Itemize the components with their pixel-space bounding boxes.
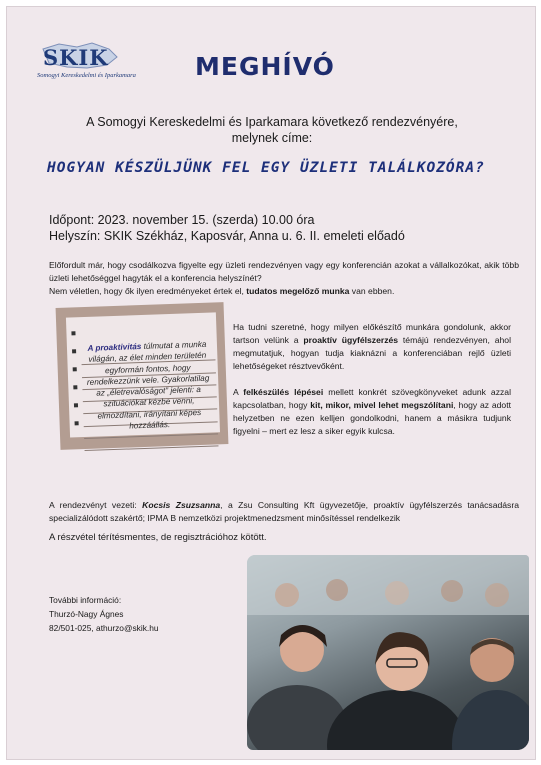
right-paragraph-1 bbox=[233, 321, 511, 373]
fee-note: A részvétel térítésmentes, de regisztrációhoz kötött. bbox=[49, 532, 267, 543]
intro-line-2: melynek címe: bbox=[231, 131, 313, 145]
right-p2-mid: mellett konkrét szövegkönyveket adunk azzal kapcsolatban, hogy bbox=[233, 387, 511, 410]
time-label: Időpont: bbox=[49, 213, 95, 227]
intro-paragraph bbox=[49, 259, 519, 298]
intro-line-1: A Somogyi Kereskedelmi és Iparkamara következő rendezvényére, bbox=[86, 115, 458, 129]
paragraph-1b-end: van ebben. bbox=[349, 286, 395, 296]
place-label: Helyszín: bbox=[49, 229, 101, 243]
logo-text: SKIK bbox=[43, 45, 109, 70]
event-place bbox=[49, 228, 405, 244]
paragraph-1b-bold: tudatos megelőző munka bbox=[246, 286, 350, 296]
skik-logo bbox=[37, 41, 136, 89]
paragraph-1b bbox=[49, 285, 519, 298]
audience-photo bbox=[247, 555, 529, 750]
presenter-description: , a Zsu Consulting Kft ügyvezetője, proaktív ügyfélszerzés tanácsadásra specializálódott szakértő; IPMA B nemzetközi projektmenedzsment minősítéssel rendelkezik bbox=[49, 500, 519, 523]
event-title: HOGYAN KÉSZÜLJÜNK FEL EGY ÜZLETI TALÁLKOZÓRA? bbox=[47, 160, 485, 176]
right-paragraph-2 bbox=[233, 386, 511, 438]
contact-name: Thurzó-Nagy Ágnes bbox=[49, 609, 124, 619]
page-title: MEGHÍVÓ bbox=[195, 52, 335, 81]
right-column bbox=[233, 321, 511, 451]
right-p2-end: , hogy az adott helyzetben ne ezen kelljen gondolkodni, hanem a másikra tudjunk figyelni – mert ez lesz a siker egyik kulcsa. bbox=[233, 400, 511, 436]
right-p2-bold-1: felkészülés lépései bbox=[243, 387, 324, 397]
logo-subtitle: Somogyi Kereskedelmi és Iparkamara bbox=[37, 72, 136, 79]
event-details bbox=[49, 212, 405, 244]
presenter-label: A rendezvényt vezeti: bbox=[49, 500, 143, 510]
right-p1-text: Ha tudni szeretné, hogy milyen előkészítő munkára gondolunk, akkor tartson velünk a bbox=[233, 322, 511, 345]
presenter-info bbox=[49, 499, 519, 525]
time-value: 2023. november 15. (szerda) 10.00 óra bbox=[97, 213, 315, 227]
note-body: túlmutat a munka világán, az élet minden területén egyformán fontos, hogy rendelkezzünk vele. Gyakorlatilag az „életrevalóságot” jelenti: a szituációkat kézbe venni, elmozdítani, irányítani képes hozzáállás. bbox=[86, 339, 210, 431]
contact-label: További információ: bbox=[49, 595, 122, 605]
right-p1-bold: proaktív ügyfélszerzés bbox=[303, 335, 399, 345]
invitation-page bbox=[6, 6, 536, 760]
presenter-name: Kocsis Zsuzsanna bbox=[142, 500, 221, 510]
paragraph-1b-text: Nem véletlen, hogy ők ilyen eredményeket értek el, bbox=[49, 286, 247, 296]
audience-illustration bbox=[247, 555, 529, 750]
contact-info bbox=[49, 593, 159, 635]
place-value: SKIK Székház, Kaposvár, Anna u. 6. II. emeleti előadó bbox=[103, 229, 405, 243]
note-bullets bbox=[71, 331, 79, 439]
right-p2-bold-2: kit, mikor, mivel lehet megszólítani bbox=[310, 400, 454, 410]
right-p1-end: témájú rendezvényen, ahol megmutatjuk, hogyan tudja kiaknázni a konferenciában rejlő üzleti lehetőségeket résztvevőként. bbox=[233, 335, 511, 371]
right-p2-text: A bbox=[233, 387, 244, 397]
paragraph-1: Előfordult már, hogy csodálkozva figyelte egy üzleti rendezvényen vagy egy konferencián azokat a vállalkozókat, akik több üzleti lehetőséggel hagyták el a konferencia helyszínét? bbox=[49, 260, 519, 283]
note-paper bbox=[66, 312, 220, 437]
quote-note bbox=[56, 302, 229, 450]
contact-phone-email: 82/501-025, athurzo@skik.hu bbox=[49, 623, 159, 633]
note-emphasis: A proaktivitás bbox=[87, 342, 142, 353]
event-time bbox=[49, 212, 405, 228]
intro-text bbox=[37, 114, 507, 146]
note-text bbox=[81, 339, 216, 434]
